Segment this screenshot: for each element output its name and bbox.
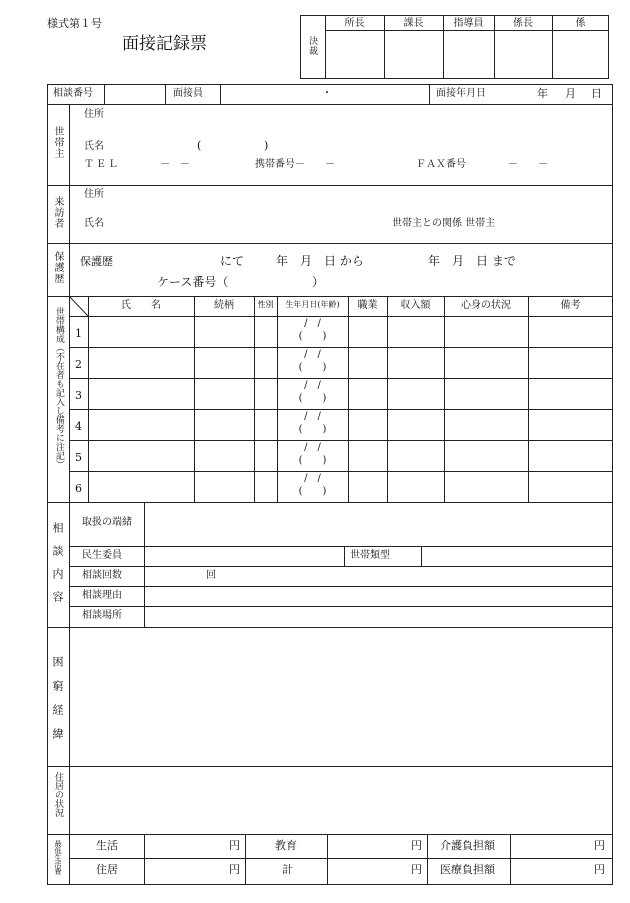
visitor-relation: 世帯主との関係 世帯主 — [392, 218, 496, 229]
householder-name-label: 氏名 — [84, 141, 104, 152]
protection-section-label: 保護歴 — [52, 251, 63, 284]
col-gender: 性別 — [257, 300, 274, 309]
consult-place-label: 相談場所 — [82, 610, 122, 621]
total-cost-label: 計 — [282, 863, 293, 876]
header-diagonal — [69, 296, 89, 317]
col-condition: 心身の状況 — [461, 300, 511, 311]
care-burden-label: 介護負担額 — [440, 839, 495, 852]
interview-date-label: 面接年月日 — [436, 88, 486, 99]
approval-header-director: 所長 — [344, 18, 365, 29]
protection-label: 保護歴 — [80, 255, 113, 268]
tel-label: ＴＥＬ — [84, 159, 120, 170]
dob-slash: / / — [304, 411, 321, 422]
approval-header-staff: 係 — [575, 18, 586, 29]
mobile-label: 携帯番号－ － — [255, 159, 335, 170]
visitor-section-label: 来訪者 — [52, 196, 63, 229]
protection-to: 年 月 日 まで — [428, 254, 516, 268]
householder-section-label: 世帯主 — [52, 126, 63, 159]
consult-origin-label: 取扱の端緒 — [82, 517, 132, 528]
minimum-cost-section-label: 最低生活費 — [54, 840, 62, 875]
dob-slash: / / — [304, 442, 321, 453]
education-cost-label: 教育 — [275, 839, 297, 852]
dob-paren: ( ) — [298, 362, 327, 373]
dob-slash: / / — [304, 380, 321, 391]
consult-times-label: 回 — [206, 570, 216, 581]
dob-paren: ( ) — [298, 331, 327, 342]
col-remarks: 備考 — [560, 300, 581, 311]
yen-unit: 円 — [411, 863, 422, 876]
fax-dashes: － － — [508, 159, 548, 170]
month-label: 月 — [565, 87, 576, 100]
housing-cost-label: 住居 — [96, 863, 118, 876]
col-name: 氏 名 — [121, 300, 161, 311]
row-number: 1 — [75, 327, 82, 340]
paren-close: ) — [264, 139, 269, 152]
dob-slash: / / — [304, 473, 321, 484]
col-relation: 続柄 — [214, 300, 234, 311]
consult-reason-label: 相談理由 — [82, 590, 122, 601]
dob-paren: ( ) — [298, 424, 327, 435]
visitor-name-label: 氏名 — [84, 218, 104, 229]
yen-unit: 円 — [411, 839, 422, 852]
row-number: 5 — [75, 451, 82, 464]
yen-unit: 円 — [229, 863, 240, 876]
approval-header-instructor: 指導員 — [453, 18, 484, 29]
case-number-close: ） — [312, 275, 325, 289]
yen-unit: 円 — [594, 863, 605, 876]
paren-open: ( — [197, 139, 202, 152]
dob-paren: ( ) — [298, 455, 327, 466]
poverty-section-label: 困窮経緯 — [51, 656, 64, 752]
approval-header-subsection-chief: 係長 — [513, 18, 533, 29]
case-number-label: ケース番号（ — [157, 275, 229, 289]
household-section-label: 世帯構成（不在者も記入し備考に注記） — [53, 307, 64, 469]
col-occupation: 職業 — [357, 300, 378, 311]
col-dob: 生年月日(年齢) — [285, 300, 340, 309]
day-label: 日 — [591, 87, 602, 100]
dob-paren: ( ) — [298, 393, 327, 404]
visitor-address-label: 住所 — [84, 189, 104, 200]
consult-section-label: 相談内容 — [51, 522, 64, 614]
yen-unit: 円 — [229, 839, 240, 852]
interviewer-label: 面接員 — [173, 88, 203, 99]
housing-section-label: 住居の状況 — [53, 772, 63, 817]
year-label: 年 — [537, 87, 548, 100]
row-number: 6 — [75, 482, 82, 495]
medical-burden-label: 医療負担額 — [440, 863, 495, 876]
tel-dashes: － － — [160, 159, 190, 170]
protection-at: にて — [220, 254, 245, 268]
separator-dot: ・ — [322, 88, 332, 99]
row-number: 3 — [75, 389, 82, 402]
fax-label: ＦＡＸ番号 — [416, 159, 466, 170]
dob-slash: / / — [304, 349, 321, 360]
approval-header-section-chief: 課長 — [403, 18, 424, 29]
consult-count-label: 相談回数 — [82, 570, 122, 581]
col-income: 収入額 — [400, 300, 431, 311]
household-type-label: 世帯類型 — [350, 550, 390, 561]
row-number: 4 — [75, 420, 82, 433]
householder-address-label: 住所 — [84, 109, 104, 120]
welfare-member-label: 民生委員 — [82, 550, 122, 561]
dob-paren: ( ) — [298, 486, 327, 497]
page-title: 面接記録票 — [122, 34, 207, 54]
approval-label: 決裁 — [307, 36, 317, 56]
row-number: 2 — [75, 358, 82, 371]
dob-slash: / / — [304, 318, 321, 329]
consult-number-label: 相談番号 — [53, 88, 93, 99]
protection-from: 年 月 日 から — [276, 254, 364, 268]
living-cost-label: 生活 — [96, 839, 118, 852]
form-number: 様式第１号 — [47, 17, 102, 30]
yen-unit: 円 — [594, 839, 605, 852]
